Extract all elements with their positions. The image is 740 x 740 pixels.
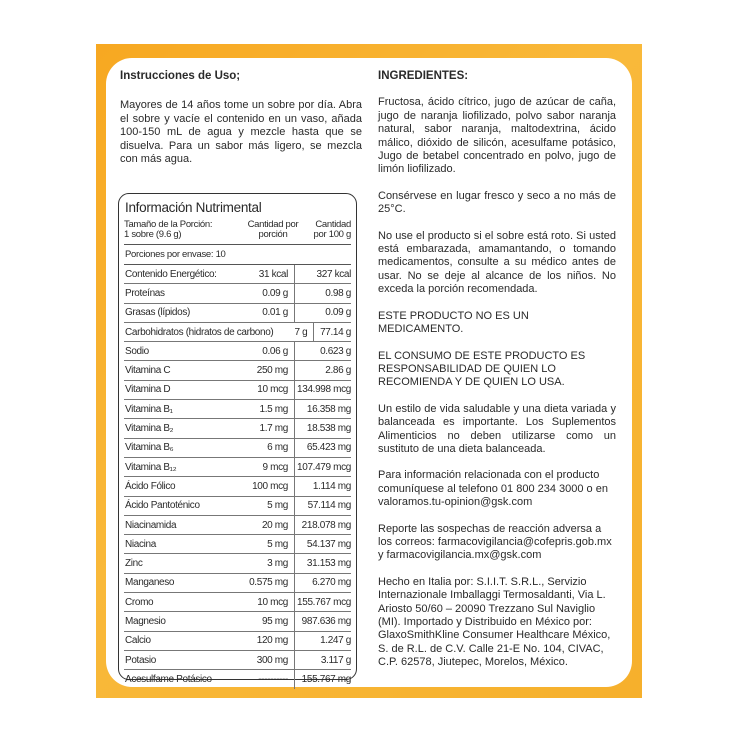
- nutrient-name: Vitamina C: [125, 365, 171, 377]
- amount-per-portion: 31 kcal: [236, 265, 295, 283]
- serving-size-value: 1 sobre (9.6 g): [124, 229, 182, 240]
- serving-size: [124, 220, 245, 240]
- ingredients-heading: INGREDIENTES:: [378, 70, 469, 82]
- table-row: [124, 400, 351, 419]
- amount-per-portion: 3 mg: [236, 554, 295, 572]
- table-row: [124, 361, 351, 380]
- table-row: [124, 574, 351, 593]
- amount-per-portion: 6 mg: [236, 439, 295, 457]
- table-row: [124, 593, 351, 612]
- amount-per-portion: 300 mg: [236, 651, 295, 669]
- table-row: [124, 612, 351, 631]
- nutrition-facts-table: [118, 193, 357, 685]
- nutrient-name: Ácido Fólico: [125, 480, 176, 492]
- serving-size-label: Tamaño de la Porción:: [124, 219, 213, 230]
- nutrient-name: Vitamina B₂: [125, 423, 174, 435]
- nutrient-name: Manganeso: [125, 577, 175, 589]
- nutrient-name: Acesulfame Potásico: [125, 673, 212, 685]
- contact-info: Para información relacionada con el producto comuníquese al telefono 01 800 234 3000 o en valoramos.tu-opinion@gsk.com: [378, 469, 608, 509]
- nutrient-name: Contenido Energético:: [125, 268, 217, 280]
- nutrient-name: Magnesio: [125, 615, 166, 627]
- amount-per-portion: 95 mg: [236, 612, 295, 630]
- amount-per-100g: 155.767 mcg: [297, 596, 351, 608]
- table-row: [124, 497, 351, 516]
- nutrient-name: Potasio: [125, 654, 156, 666]
- amount-per-100g: 54.137 mg: [306, 538, 351, 550]
- amount-per-portion: 20 mg: [236, 516, 295, 534]
- nutrient-name: Grasas (lípidos): [125, 307, 190, 319]
- table-row: [124, 535, 351, 554]
- table-row: [124, 342, 351, 361]
- table-row: [124, 265, 351, 284]
- amount-per-100g: 0.09 g: [325, 307, 351, 319]
- amount-per-100g: 16.358 mg: [306, 403, 351, 415]
- amount-per-100g: 987.636 mg: [301, 615, 351, 627]
- table-row: [124, 323, 351, 342]
- nutrient-name: Vitamina D: [125, 384, 171, 396]
- amount-per-portion: 250 mg: [236, 361, 295, 379]
- nutrient-name: Niacinamida: [125, 519, 177, 531]
- table-row: [124, 516, 351, 535]
- amount-per-100g: 0.623 g: [320, 345, 351, 357]
- table-row: [124, 651, 351, 670]
- amount-per-100g: 107.479 mcg: [297, 461, 351, 473]
- instructions-section: [120, 70, 362, 166]
- amount-per-100g: 218.078 mg: [301, 519, 351, 531]
- column-header-100g: Cantidad por 100 g: [313, 219, 351, 240]
- table-row: [124, 477, 351, 496]
- amount-per-portion: 5 mg: [236, 497, 295, 515]
- amount-per-portion: 100 mcg: [236, 477, 295, 495]
- table-row: [124, 419, 351, 438]
- nutrition-rows: [124, 265, 351, 689]
- amount-per-100g: 155.767 mg: [301, 673, 351, 685]
- amount-per-portion: 10 mcg: [236, 593, 295, 611]
- table-row: [124, 381, 351, 400]
- nutrient-name: Vitamina B₆: [125, 442, 174, 454]
- table-row: [124, 304, 351, 323]
- manufacturer-info: Hecho en Italia por: S.I.I.T. S.R.L., Servizio Internazionale Imballaggi Termosaldanti, Via L. Ariosto 50/60 – 20090 Trezzano Sul Naviglio (MI). Importado y Distribuido en México por: GlaxoSmithKline Consumer Healthcare México, S. de R.L. de C.V. Calle 21-E No. 104, CIVAC, C.P. 62578, Jiutepec, Morelos, México.: [378, 575, 611, 669]
- table-row: [124, 284, 351, 303]
- nutrition-header: [124, 220, 351, 245]
- table-row: [124, 670, 351, 688]
- table-row: [124, 632, 351, 651]
- amount-per-100g: 0.98 g: [325, 287, 351, 299]
- column-header-portion: Cantidad por porción: [247, 219, 299, 240]
- table-row: [124, 458, 351, 477]
- amount-per-portion: 5 mg: [236, 535, 295, 553]
- amount-per-portion: 10 mcg: [236, 381, 295, 399]
- amount-per-portion: 0.575 mg: [236, 574, 295, 592]
- nutrient-name: Carbohidratos (hidratos de carbono): [125, 326, 274, 338]
- instructions-heading: Instrucciones de Uso;: [120, 70, 241, 82]
- nutrient-name: Cromo: [125, 596, 154, 608]
- amount-per-portion: 9 mcg: [236, 458, 295, 476]
- table-row: [124, 439, 351, 458]
- amount-per-100g: 327 kcal: [316, 268, 351, 280]
- amount-per-100g: 18.538 mg: [306, 423, 351, 435]
- amount-per-100g: 1.114 mg: [312, 480, 351, 492]
- not-medicine-notice: ESTE PRODUCTO NO ES UN MEDICAMENTO.: [378, 309, 529, 336]
- amount-per-portion: ----------: [236, 670, 295, 688]
- amount-per-100g: 65.423 mg: [306, 442, 351, 454]
- usage-warning: No use el producto si el sobre está roto. Si usted está embarazada, amamantando, o tomando medicamentos, consulte a su médico antes de usar. No se deje al alcance de los niños. No exceda la porción recomendada.: [378, 229, 616, 296]
- amount-per-portion: 0.06 g: [236, 342, 295, 360]
- amount-per-portion: 0.09 g: [236, 284, 295, 302]
- nutrient-name: Calcio: [125, 635, 151, 647]
- nutrient-name: Ácido Pantoténico: [125, 500, 200, 512]
- amount-per-portion: 1.5 mg: [236, 400, 295, 418]
- amount-per-100g: 1.247 g: [320, 635, 351, 647]
- amount-per-100g: 77.14 g: [320, 326, 351, 338]
- amount-per-100g: 31.153 mg: [306, 558, 351, 570]
- ingredients-list: Fructosa, ácido cítrico, jugo de azúcar de caña, jugo de naranja liofilizado, polvo sabor naranja natural, sabor naranja, maltodextrina, ácido málico, dióxido de silicón, acesulfame potásico, Jugo de betabel concentrado en polvo, jugo de limón liofilizado.: [378, 96, 616, 176]
- storage-note: Consérvese en lugar fresco y seco a no más de 25°C.: [378, 189, 616, 216]
- ingredients-section: [378, 70, 616, 683]
- nutrition-title: Información Nutrimental: [125, 200, 262, 215]
- amount-per-portion: 1.7 mg: [236, 419, 295, 437]
- amount-per-100g: 2.86 g: [325, 365, 351, 377]
- servings-per-container: Porciones por envase: 10: [124, 245, 351, 265]
- amount-per-portion: 120 mg: [236, 632, 295, 650]
- nutrient-name: Vitamina B₁₂: [125, 461, 177, 473]
- nutrient-name: Proteínas: [125, 287, 165, 299]
- amount-per-100g: 3.117 g: [320, 654, 351, 666]
- nutrient-name: Niacina: [125, 538, 156, 550]
- responsibility-notice: EL CONSUMO DE ESTE PRODUCTO ES RESPONSABILIDAD DE QUIEN LO RECOMIENDA Y DE QUIEN LO USA.: [378, 349, 586, 389]
- amount-per-100g: 6.270 mg: [312, 577, 351, 589]
- amount-per-100g: 57.114 mg: [307, 500, 351, 512]
- amount-per-portion: 0.01 g: [236, 304, 295, 322]
- table-row: [124, 554, 351, 573]
- lifestyle-notice: Un estilo de vida saludable y una dieta variada y balanceada es importante. Los Suplementos Alimenticios no deben utilizarse como un sustituto de una dieta balanceada.: [378, 402, 616, 455]
- nutrient-name: Zinc: [125, 558, 143, 570]
- nutrient-name: Vitamina B₁: [125, 403, 173, 415]
- amount-per-portion: 7 g: [273, 323, 314, 341]
- amount-per-100g: 134.998 mcg: [297, 384, 351, 396]
- instructions-text: Mayores de 14 años tome un sobre por día. Abra el sobre y vacíe el contenido en un vaso, añada 100-150 mL de agua y mezcle hasta que se disuelva. Para un sabor más ligero, se mezcla con más agua.: [120, 99, 362, 166]
- adverse-reaction-report: Reporte las sospechas de reacción adversa a los correos: farmacovigilancia@cofepris.gob.mx y farmacovigilancia.mx@gsk.com: [378, 522, 612, 562]
- nutrient-name: Sodio: [125, 345, 149, 357]
